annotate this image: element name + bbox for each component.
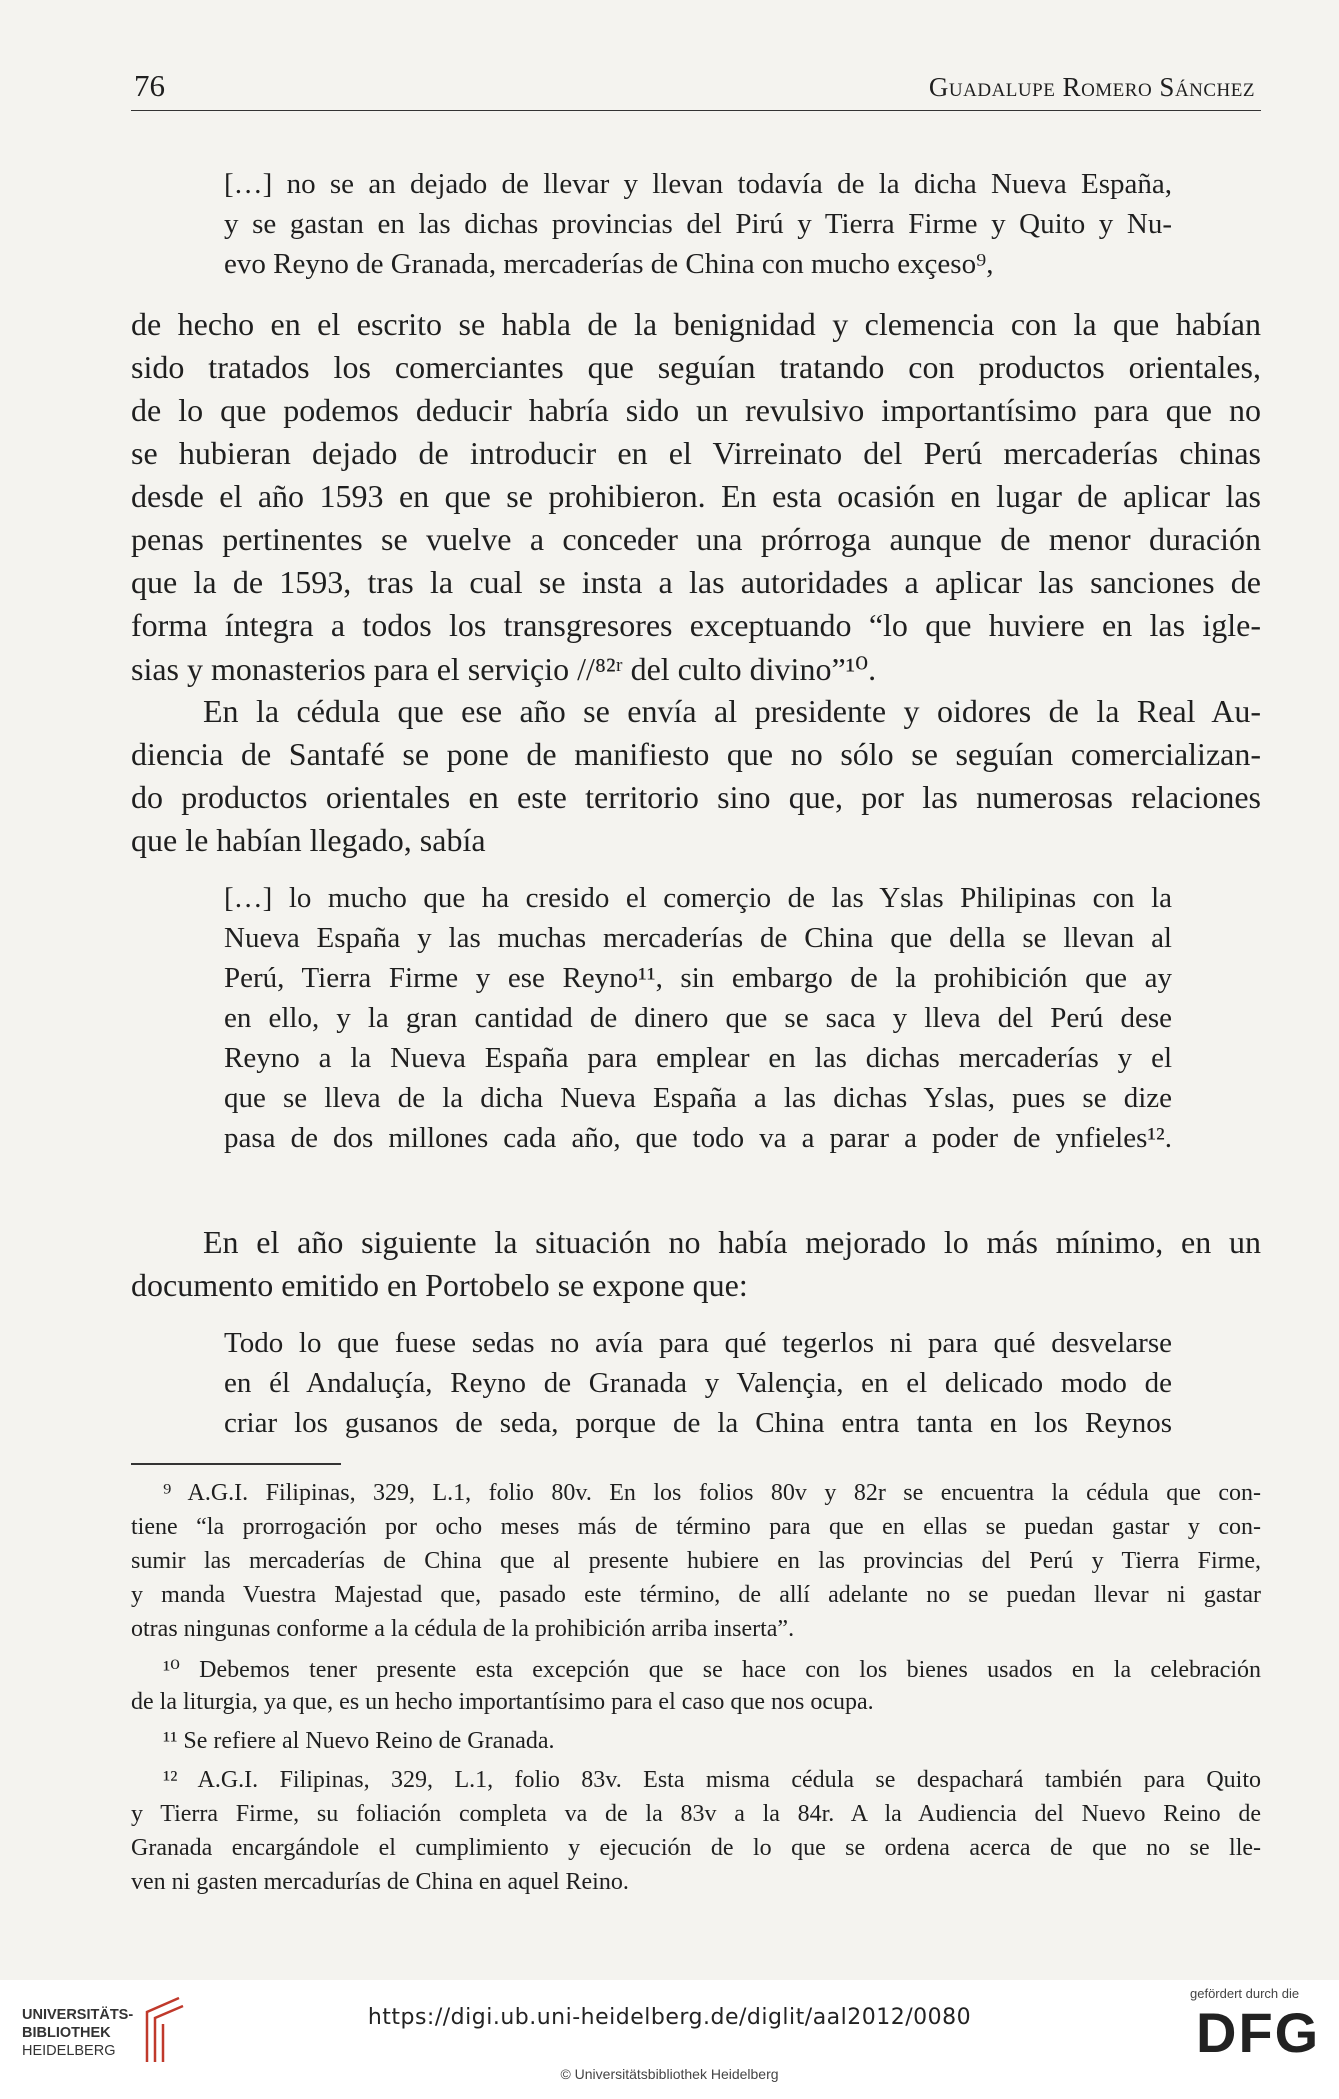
body-line: de hecho en el escrito se habla de la benignidad y clemencia con la que habían <box>131 306 1261 342</box>
quote-line: criar los gusanos de seda, porque de la China entra tanta en los Reynos <box>224 1407 1172 1439</box>
body-line: En el año siguiente la situación no había mejorado lo más mínimo, en un <box>203 1224 1261 1260</box>
footnote-line: ⁹ A.G.I. Filipinas, 329, L.1, folio 80v. En los folios 80v y 82r se encuentra la cédula que con- <box>163 1480 1261 1506</box>
quote-line: […] lo mucho que ha cresido el comerçio de las Yslas Philipinas con la <box>224 882 1172 914</box>
footnote-line: ven ni gasten mercadurías de China en aquel Reino. <box>131 1869 629 1895</box>
copyright-notice: © Universitätsbibliothek Heidelberg <box>560 2066 779 2082</box>
body-line: documento emitido en Portobelo se expone que: <box>131 1267 748 1303</box>
quote-line: pasa de dos millones cada año, que todo va a parar a poder de ynfieles¹². <box>224 1122 1172 1154</box>
quote-line: en ello, y la gran cantidad de dinero que se saca y lleva del Perú dese <box>224 1002 1172 1034</box>
quote-line: […] no se an dejado de llevar y llevan todavía de la dicha Nueva España, <box>224 168 1172 200</box>
footnote-line: y Tierra Firme, su foliación completa va de la 83v a la 84r. A la Audiencia del Nuevo Reino de <box>131 1801 1261 1827</box>
quote-line: evo Reyno de Granada, mercaderías de China con mucho exçeso⁹, <box>224 248 994 280</box>
body-line: que la de 1593, tras la cual se insta a las autoridades a aplicar las sanciones de <box>131 564 1261 600</box>
body-line: En la cédula que ese año se envía al presidente y oidores de la Real Au- <box>203 693 1261 729</box>
footnote-line: Granada encargándole el cumplimiento y ejecución de lo que se ordena acerca de que no se lle- <box>131 1835 1261 1861</box>
running-head-author: Guadalupe Romero Sánchez <box>928 72 1255 102</box>
body-line: forma íntegra a todos los transgresores exceptuando “lo que huviere en las igle- <box>131 607 1261 643</box>
body-line: desde el año 1593 en que se prohibieron. En esta ocasión en lugar de aplicar las <box>131 478 1261 514</box>
body-line: que le habían llegado, sabía <box>131 822 486 858</box>
body-line: se hubieran dejado de introducir en el Virreinato del Perú mercaderías chinas <box>131 435 1261 471</box>
page-number: 76 <box>134 68 165 103</box>
footnote-line: y manda Vuestra Majestad que, pasado este término, de allí adelante no se puedan llevar ni gastar <box>131 1582 1261 1608</box>
body-line: do productos orientales en este territorio sino que, por las numerosas relaciones <box>131 779 1261 815</box>
footnote-line: tiene “la prorrogación por ocho meses más de término para que en ellas se puedan gastar y con- <box>131 1514 1261 1540</box>
body-line: penas pertinentes se vuelve a conceder una prórroga aunque de menor duración <box>131 521 1261 557</box>
quote-line: que se lleva de la dicha Nueva España a las dichas Yslas, pues se dize <box>224 1082 1172 1114</box>
running-head <box>131 66 1261 111</box>
footnote-line: ¹² A.G.I. Filipinas, 329, L.1, folio 83v. Esta misma cédula se despachará también para Quito <box>163 1767 1261 1793</box>
quote-line: en él Andaluçía, Reyno de Granada y Valençia, en el delicado modo de <box>224 1367 1172 1399</box>
quote-line: Perú, Tierra Firme y ese Reyno¹¹, sin embargo de la prohibición que ay <box>224 962 1172 994</box>
footnote-line: de la liturgia, ya que, es un hecho importantísimo para el caso que nos ocupa. <box>131 1689 874 1715</box>
body-line: sido tratados los comerciantes que seguían tratando con productos orientales, <box>131 349 1261 385</box>
body-line: sias y monasterios para el serviçio //⁸²ʳ del culto divino”¹⁰. <box>131 651 877 687</box>
body-line: de lo que podemos deducir habría sido un revulsivo importantísimo para que no <box>131 392 1261 428</box>
footnote-line: ¹⁰ Debemos tener presente esta excepción que se hace con los bienes usados en la celebración <box>163 1657 1261 1683</box>
footnote-line: otras ningunas conforme a la cédula de la prohibición arriba inserta”. <box>131 1616 795 1642</box>
quote-line: Nueva España y las muchas mercaderías de China que della se llevan al <box>224 922 1172 954</box>
page-url-link[interactable]: https://digi.ub.uni-heidelberg.de/diglit/aal2012/0080 <box>367 2005 972 2030</box>
body-line: diencia de Santafé se pone de manifiesto que no sólo se seguían comercializan- <box>131 736 1261 772</box>
quote-line: y se gastan en las dichas provincias del Pirú y Tierra Firme y Quito y Nu- <box>224 208 1172 240</box>
quote-line: Todo lo que fuese sedas no avía para qué tegerlos ni para qué desvelarse <box>224 1327 1172 1359</box>
dfg-logo: DFG <box>1196 2001 1321 2064</box>
quote-line: Reyno a la Nueva España para emplear en las dichas mercaderías y el <box>224 1042 1172 1074</box>
footnote-rule <box>131 1463 341 1465</box>
library-name: UNIVERSITÄTS- BIBLIOTHEK HEIDELBERG <box>22 2007 134 2059</box>
footnote-line: ¹¹ Se refiere al Nuevo Reino de Granada. <box>163 1728 555 1754</box>
funding-note: gefördert durch die <box>1190 1986 1300 2001</box>
footnote-line: sumir las mercaderías de China que al presente hubiere en las provincias del Perú y Tierra Firme, <box>131 1548 1261 1574</box>
